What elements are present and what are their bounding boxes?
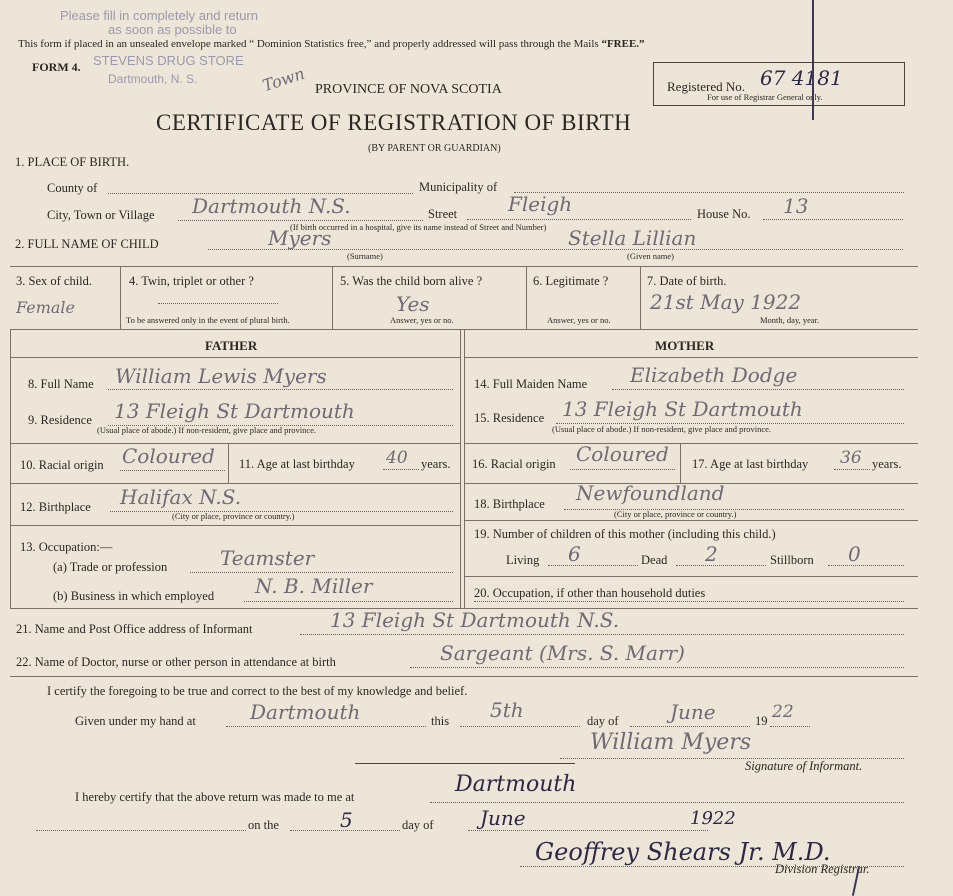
year-prefix: 19: [755, 714, 768, 728]
hospital-note: (If birth occurred in a hospital, give its name instead of Street and Number): [290, 222, 547, 232]
registrar-caption: Division Registrar.: [775, 862, 870, 876]
form-number: FORM 4.: [32, 60, 81, 74]
page-title: CERTIFICATE OF REGISTRATION OF BIRTH: [156, 110, 632, 135]
informant-label: 21. Name and Post Office address of Informant: [16, 622, 253, 636]
birth-date-value: 21st May 1922: [650, 290, 802, 314]
registrar-year: 1922: [690, 808, 736, 829]
mother-residence-label: 15. Residence: [474, 411, 545, 425]
legitimate-caption: Answer, yes or no.: [547, 315, 611, 325]
father-name-label: 8. Full Name: [28, 377, 94, 391]
mother-racial-value: Coloured: [576, 442, 669, 466]
surname-caption: (Surname): [347, 251, 383, 261]
day-of-label: day of: [587, 714, 619, 728]
father-age-label: 11. Age at last birthday: [239, 457, 355, 471]
stillborn-value: 0: [848, 542, 861, 566]
father-heading: FATHER: [205, 338, 258, 353]
twin-label: 4. Twin, triplet or other ?: [129, 274, 254, 288]
registrar-certify: I hereby certify that the above return was made to me at: [75, 790, 355, 804]
mother-age-label: 17. Age at last birthday: [692, 457, 809, 471]
mother-residence-note: (Usual place of abode.) If non-resident, give place and province.: [552, 424, 772, 434]
dead-label: Dead: [641, 553, 668, 567]
province-heading: PROVINCE OF NOVA SCOTIA: [315, 82, 502, 97]
child-given-name: Stella Lillian: [568, 226, 697, 250]
city-label: City, Town or Village: [47, 208, 155, 222]
birth-date-caption: Month, day, year.: [760, 315, 820, 325]
father-racial-label: 10. Racial origin: [20, 458, 104, 472]
alive-value: Yes: [396, 292, 430, 316]
this-day-value: 5th: [490, 698, 524, 722]
page-subtitle: (BY PARENT OR GUARDIAN): [368, 143, 501, 154]
ink-stroke: [812, 0, 814, 120]
stillborn-label: Stillborn: [770, 553, 814, 567]
father-birthplace-note: (City or place, province or country.): [172, 511, 295, 521]
house-value: 13: [783, 194, 809, 218]
mail-notice: This form if placed in an unsealed envelope marked “ Dominion Statistics free,” and properly addressed will pass through the Mails “FREE.”: [18, 38, 645, 50]
place-heading: 1. PLACE OF BIRTH.: [15, 155, 130, 169]
informant-value: 13 Fleigh St Dartmouth N.S.: [330, 608, 620, 632]
father-trade-label: (a) Trade or profession: [53, 560, 168, 574]
month-value: June: [670, 700, 716, 724]
city-value: Dartmouth N.S.: [192, 194, 351, 218]
mother-age-value: 36: [840, 448, 862, 468]
mother-birthplace-note: (City or place, province or country.): [614, 509, 737, 519]
given-place: Dartmouth: [250, 700, 361, 724]
father-business-value: N. B. Miller: [255, 574, 373, 598]
alive-label: 5. Was the child born alive ?: [340, 274, 483, 288]
legitimate-label: 6. Legitimate ?: [533, 274, 609, 288]
sex-value: Female: [16, 298, 75, 317]
house-label: House No.: [697, 207, 751, 221]
father-occupation-label: 13. Occupation:—: [20, 540, 113, 554]
certify-text: I certify the foregoing to be true and correct to the best of my knowledge and belief.: [47, 684, 468, 698]
father-birthplace-label: 12. Birthplace: [20, 500, 91, 514]
return-stamp-line-1: Please fill in completely and return: [60, 8, 258, 23]
doctor-label: 22. Name of Doctor, nurse or other person in attendance at birth: [16, 655, 336, 669]
father-name-value: William Lewis Myers: [115, 364, 327, 388]
mother-residence-value: 13 Fleigh St Dartmouth: [562, 397, 803, 421]
child-surname: Myers: [268, 226, 332, 250]
twin-note: To be answered only in the event of plural birth.: [126, 315, 290, 325]
handwritten-town: Town: [260, 63, 307, 96]
father-business-label: (b) Business in which employed: [53, 589, 215, 603]
father-years: years.: [421, 457, 451, 471]
informant-signature: William Myers: [590, 730, 752, 755]
mother-racial-label: 16. Racial origin: [472, 457, 556, 471]
this-label: this: [431, 714, 450, 728]
given-label: Given under my hand at: [75, 714, 196, 728]
year-value: 22: [772, 702, 794, 722]
father-racial-value: Coloured: [122, 444, 215, 468]
father-residence-label: 9. Residence: [28, 413, 92, 427]
doctor-value: Sargeant (Mrs. S. Marr): [440, 641, 685, 665]
father-residence-note: (Usual place of abode.) If non-resident, give place and province.: [97, 425, 317, 435]
mother-children-label: 19. Number of children of this mother (including this child.): [474, 527, 776, 541]
mother-birthplace-label: 18. Birthplace: [474, 497, 545, 511]
birth-date-label: 7. Date of birth.: [647, 274, 727, 288]
sex-label: 3. Sex of child.: [16, 274, 93, 288]
living-value: 6: [568, 542, 581, 566]
registrar-day-of-label: day of: [402, 818, 434, 832]
dead-value: 2: [705, 542, 718, 566]
county-label: County of: [47, 181, 98, 195]
registrar-note: For use of Registrar General only.: [707, 92, 823, 102]
living-label: Living: [506, 553, 540, 567]
city-stamp: Dartmouth, N. S.: [108, 72, 198, 86]
father-age-value: 40: [386, 448, 408, 468]
store-stamp: STEVENS DRUG STORE: [93, 53, 244, 68]
alive-caption: Answer, yes or no.: [390, 315, 454, 325]
on-the-label: on the: [248, 818, 279, 832]
street-value: Fleigh: [508, 192, 573, 216]
registrar-place: Dartmouth: [455, 772, 577, 797]
child-name-label: 2. FULL NAME OF CHILD: [15, 237, 159, 251]
registrar-signature: Geoffrey Shears Jr. M.D.: [535, 838, 831, 866]
given-name-caption: (Given name): [627, 251, 674, 261]
registered-label: Registered No.: [667, 79, 745, 94]
registrar-month: June: [480, 806, 526, 830]
street-label: Street: [428, 207, 458, 221]
mother-years: years.: [872, 457, 902, 471]
mother-occupation-label: 20. Occupation, if other than household duties: [474, 586, 706, 600]
father-birthplace-value: Halifax N.S.: [120, 485, 242, 509]
signature-caption: Signature of Informant.: [745, 759, 863, 773]
registrar-day: 5: [340, 808, 353, 832]
mother-heading: MOTHER: [655, 338, 715, 353]
mother-name-label: 14. Full Maiden Name: [474, 377, 588, 391]
father-trade-value: Teamster: [220, 546, 315, 570]
return-stamp-line-2: as soon as possible to: [108, 22, 237, 37]
mother-birthplace-value: Newfoundland: [576, 481, 725, 505]
mother-name-value: Elizabeth Dodge: [630, 363, 798, 387]
municipality-label: Municipality of: [419, 180, 498, 194]
registered-number: 67 4181: [760, 66, 843, 90]
father-residence-value: 13 Fleigh St Dartmouth: [114, 399, 355, 423]
